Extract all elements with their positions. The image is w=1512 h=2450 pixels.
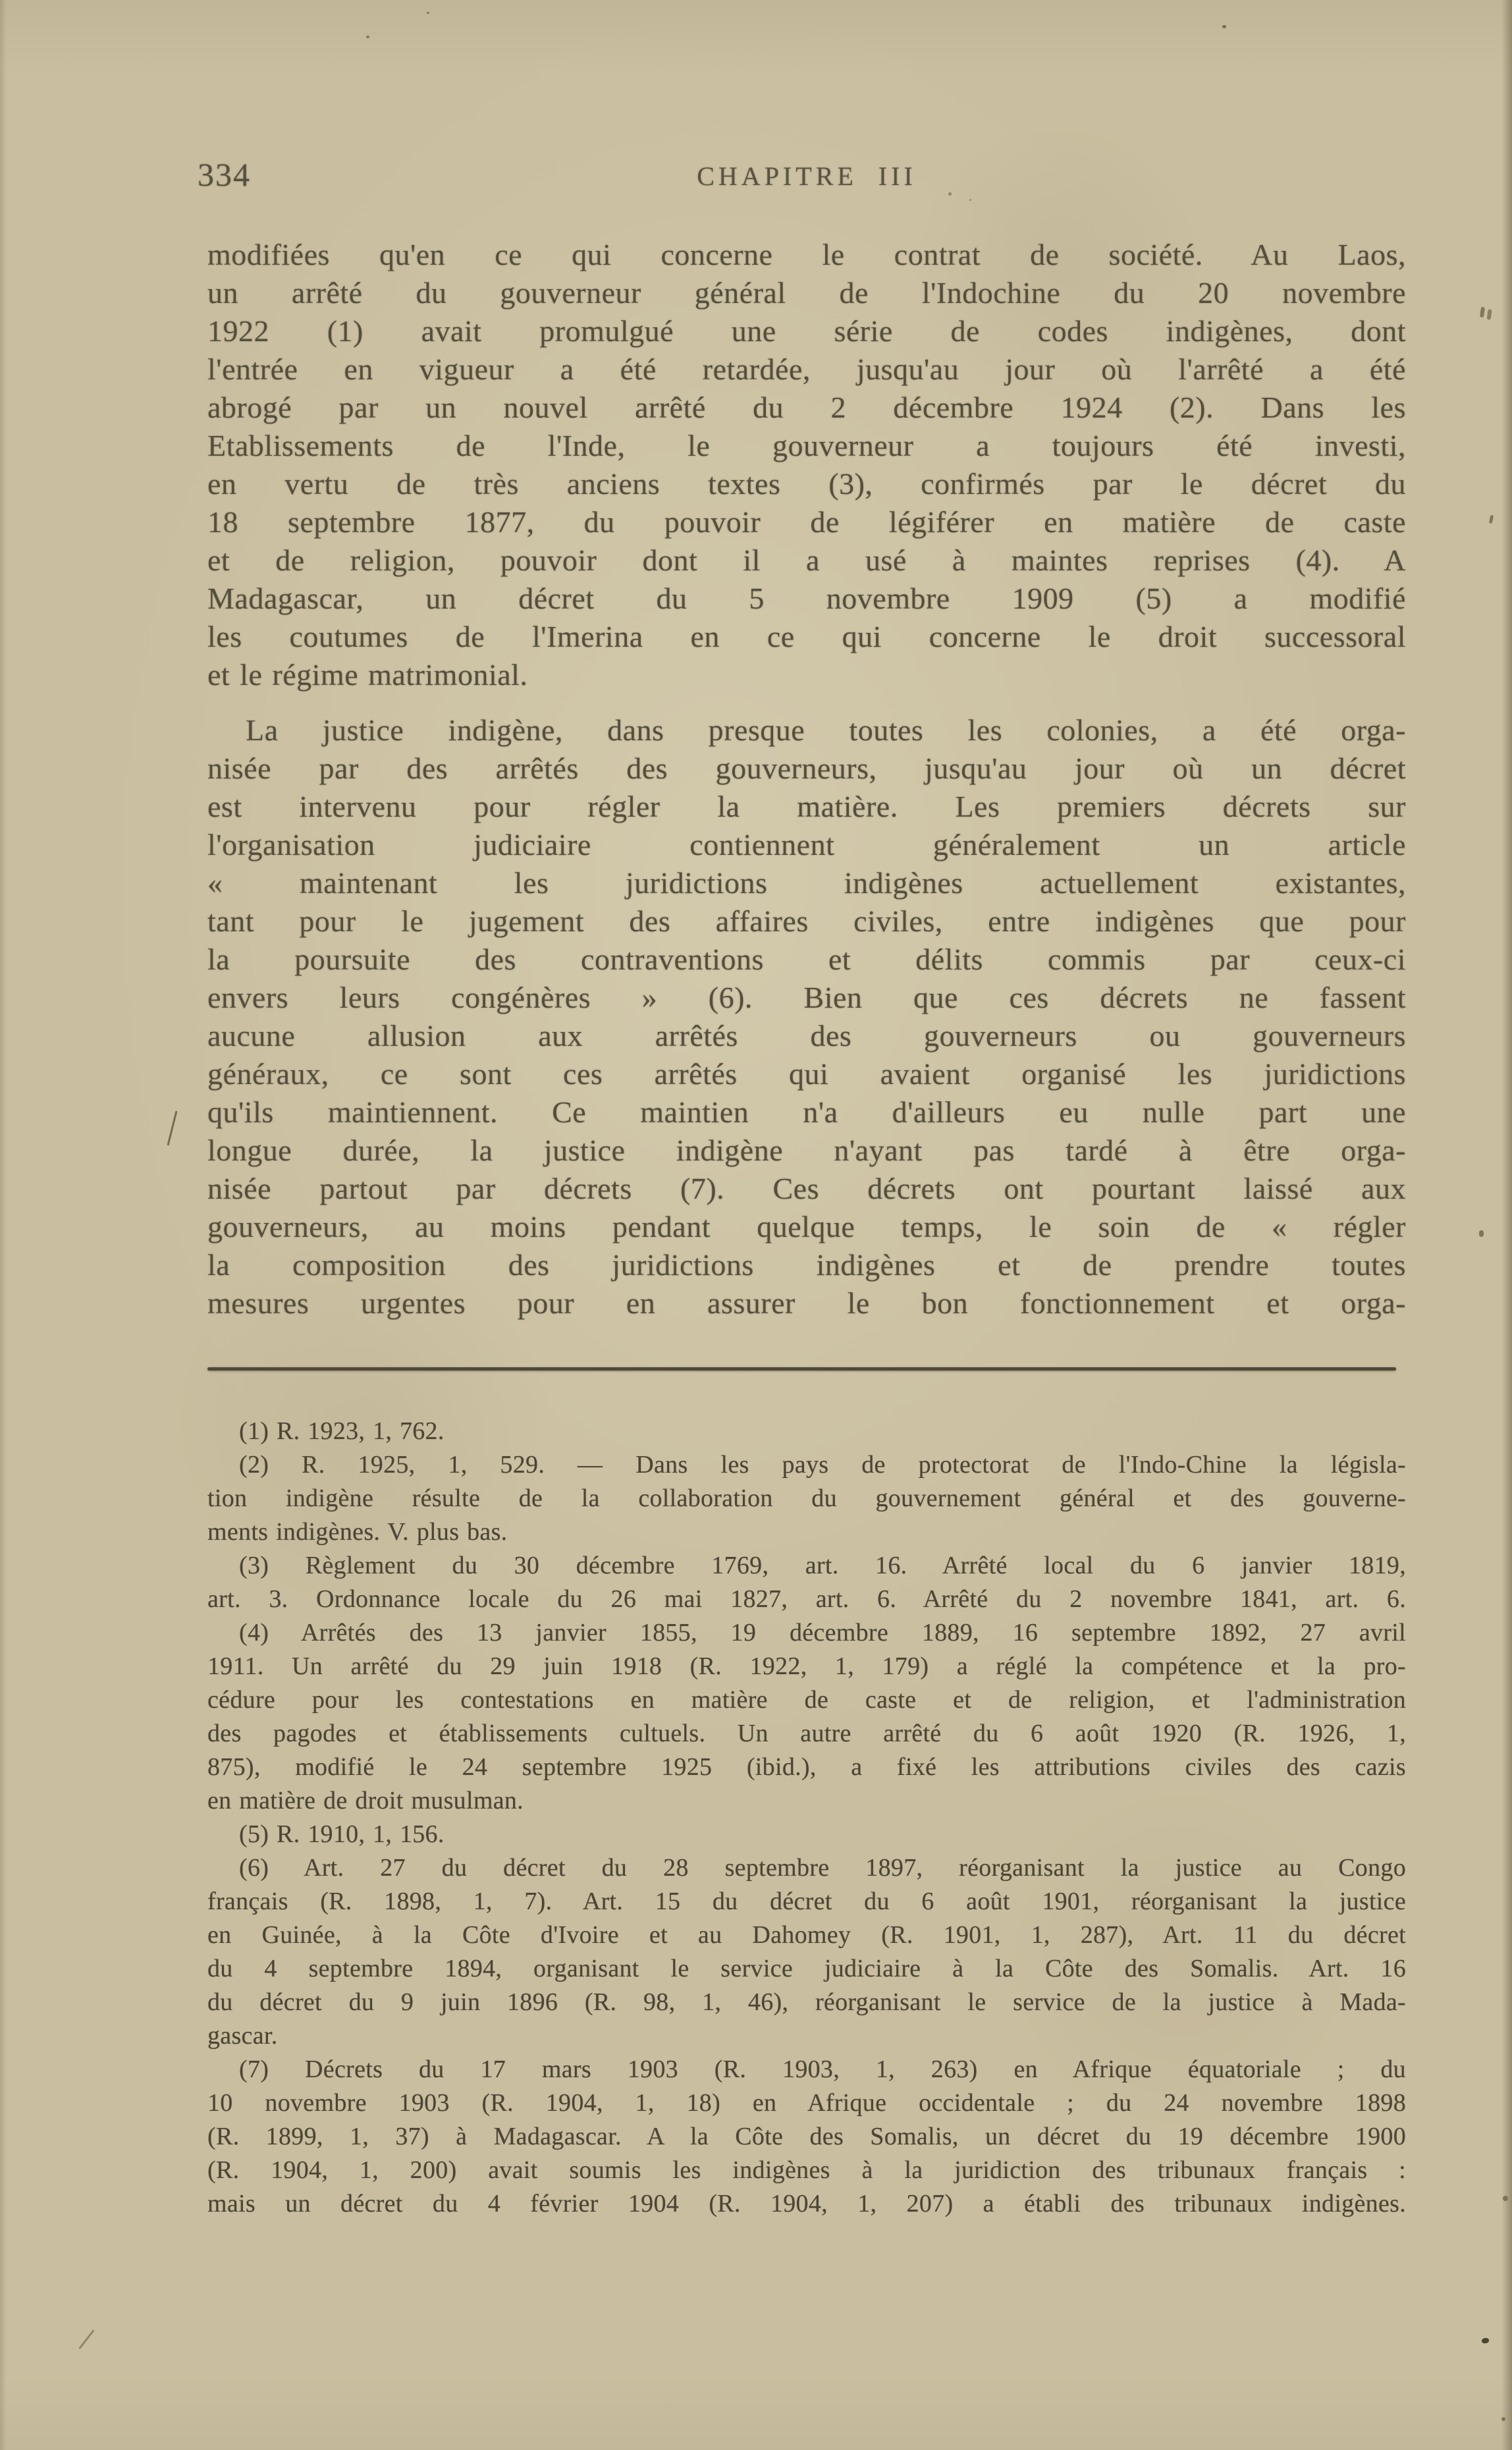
- scan-speck: [1222, 25, 1226, 28]
- footnote-line: (3) Règlement du 30 décembre 1769, art. 16. Arrêté local du 6 janvier 1819,: [239, 1552, 1406, 1579]
- scan-mark: [1480, 307, 1485, 318]
- body-line: modifiées qu'en ce qui concerne le contrat de société. Au Laos,: [207, 238, 1406, 271]
- body-line: tant pour le jugement des affaires civiles, entre indigènes que pour: [207, 904, 1406, 938]
- footnote-line: (4) Arrêtés des 13 janvier 1855, 19 décembre 1889, 16 septembre 1892, 27 avril: [239, 1619, 1406, 1647]
- paragraph: [207, 236, 1406, 694]
- body-line: les coutumes de l'Imerina en ce qui concerne le droit successoral: [207, 620, 1406, 653]
- footnote-line: gascar.: [207, 2022, 278, 2050]
- body-line: est intervenu pour régler la matière. Les premiers décrets sur: [207, 790, 1406, 823]
- footnote-line: mais un décret du 4 février 1904 (R. 1904, 1, 207) a établi des tribunaux indigènes.: [207, 2190, 1406, 2218]
- scan-speck: [366, 36, 369, 38]
- footnote-line: en matière de droit musulman.: [207, 1787, 524, 1814]
- footnote-line: 10 novembre 1903 (R. 1904, 1, 18) en Afrique occidentale ; du 24 novembre 1898: [207, 2089, 1406, 2117]
- body-line: « maintenant les juridictions indigènes actuellement existantes,: [207, 866, 1406, 900]
- body-line: La justice indigène, dans presque toutes les colonies, a été orga-: [246, 713, 1406, 747]
- body-line: nisée partout par décrets (7). Ces décrets ont pourtant laissé aux: [207, 1172, 1406, 1205]
- footnote-line: cédure pour les contestations en matière de caste et de religion, et l'administration: [207, 1686, 1406, 1714]
- body-line: la poursuite des contraventions et délits commis par ceux-ci: [207, 942, 1406, 976]
- footnote-separator-rule: [207, 1367, 1396, 1371]
- scan-speck: [1479, 1230, 1484, 1237]
- scan-speck: [1503, 2196, 1508, 2201]
- body-line: un arrêté du gouverneur général de l'Indochine du 20 novembre: [207, 276, 1406, 310]
- body-line: abrogé par un nouvel arrêté du 2 décembre 1924 (2). Dans les: [207, 391, 1406, 424]
- chapter-header: CHAPITRE III: [697, 161, 917, 191]
- paragraph: [207, 711, 1406, 1322]
- body-line: envers leurs congénères » (6). Bien que ces décrets ne fassent: [207, 981, 1406, 1014]
- body-line: qu'ils maintiennent. Ce maintien n'a d'ailleurs eu nulle part une: [207, 1095, 1406, 1129]
- body-line: aucune allusion aux arrêtés des gouverneurs ou gouverneurs: [207, 1019, 1406, 1052]
- body-line: généraux, ce sont ces arrêtés qui avaient organisé les juridictions: [207, 1057, 1406, 1091]
- body-line: gouverneurs, au moins pendant quelque temps, le soin de « régler: [207, 1210, 1406, 1243]
- body-line: Etablissements de l'Inde, le gouverneur a toujours été investi,: [207, 429, 1406, 462]
- scan-mark: [78, 2329, 95, 2349]
- footnote-line: tion indigène résulte de la collaboration du gouvernement général et des gouverne-: [207, 1484, 1406, 1512]
- body-text: [207, 236, 1406, 1322]
- footnote-line: (R. 1904, 1, 200) avait soumis les indigènes à la juridiction des tribunaux français :: [207, 2156, 1406, 2184]
- footnote-line: (R. 1899, 1, 37) à Madagascar. A la Côte des Somalis, un décret du 19 décembre 1900: [207, 2123, 1406, 2150]
- body-line: et de religion, pouvoir dont il a usé à maintes reprises (4). A: [207, 543, 1406, 577]
- body-line: nisée par des arrêtés des gouverneurs, jusqu'au jour où un décret: [207, 751, 1406, 785]
- footnote-line: (7) Décrets du 17 mars 1903 (R. 1903, 1, 263) en Afrique équatoriale ; du: [239, 2055, 1406, 2083]
- body-line: et le régime matrimonial.: [207, 658, 528, 692]
- footnote-line: français (R. 1898, 1, 7). Art. 15 du décret du 6 août 1901, réorganisant la justice: [207, 1888, 1406, 1915]
- page-number: 334: [198, 156, 251, 193]
- scan-speck: [1481, 2337, 1489, 2344]
- body-line: 1922 (1) avait promulgué une série de codes indigènes, dont: [207, 314, 1406, 348]
- scan-mark: [167, 1110, 178, 1145]
- footnote-line: (6) Art. 27 du décret du 28 septembre 1897, réorganisant la justice au Congo: [239, 1854, 1406, 1882]
- body-line: la composition des juridictions indigènes et de prendre toutes: [207, 1248, 1406, 1282]
- body-line: mesures urgentes pour en assurer le bon fonctionnement et orga-: [207, 1286, 1406, 1320]
- footnotes: [207, 1415, 1406, 2221]
- body-line: en vertu de très anciens textes (3), confirmés par le décret du: [207, 467, 1406, 501]
- scan-speck: [427, 12, 429, 14]
- page-edge-shadow-left: [0, 0, 7, 2450]
- body-line: longue durée, la justice indigène n'ayant pas tardé à être orga-: [207, 1133, 1406, 1167]
- body-line: 18 septembre 1877, du pouvoir de légiférer en matière de caste: [207, 505, 1406, 539]
- footnote-line: 1911. Un arrêté du 29 juin 1918 (R. 1922, 1, 179) a réglé la compétence et la pro-: [207, 1652, 1406, 1680]
- footnote-line: en Guinée, à la Côte d'Ivoire et au Dahomey (R. 1901, 1, 287), Art. 11 du décret: [207, 1921, 1406, 1949]
- footnote-line: du décret du 9 juin 1896 (R. 98, 1, 46), réorganisant le service de la justice à Mada-: [207, 1988, 1406, 2016]
- body-line: l'entrée en vigueur a été retardée, jusqu'au jour où l'arrêté a été: [207, 352, 1406, 386]
- scan-speck: [1501, 2417, 1505, 2421]
- footnote-line: (5) R. 1910, 1, 156.: [239, 1820, 445, 1848]
- body-line: l'organisation judiciaire contiennent généralement un article: [207, 828, 1406, 861]
- footnote-line: des pagodes et établissements cultuels. Un autre arrêté du 6 août 1920 (R. 1926, 1,: [207, 1720, 1406, 1747]
- scan-speck: [969, 199, 971, 201]
- body-line: Madagascar, un décret du 5 novembre 1909 (5) a modifié: [207, 582, 1406, 615]
- scan-speck: [948, 192, 952, 196]
- scan-mark: [1489, 515, 1494, 524]
- footnote-line: du 4 septembre 1894, organisant le service judiciaire à la Côte des Somalis. Art. 16: [207, 1955, 1406, 1982]
- page-edge-shadow-right: [1501, 0, 1512, 2450]
- footnote-line: (2) R. 1925, 1, 529. — Dans les pays de protectorat de l'Indo-Chine la législa-: [239, 1451, 1406, 1479]
- footnote-line: (1) R. 1923, 1, 762.: [239, 1417, 445, 1445]
- footnote-line: ments indigènes. V. plus bas.: [207, 1518, 508, 1546]
- footnote-line: 875), modifié le 24 septembre 1925 (ibid.), a fixé les attributions civiles des cazis: [207, 1753, 1406, 1781]
- footnote-line: art. 3. Ordonnance locale du 26 mai 1827, art. 6. Arrêté du 2 novembre 1841, art. 6.: [207, 1585, 1406, 1613]
